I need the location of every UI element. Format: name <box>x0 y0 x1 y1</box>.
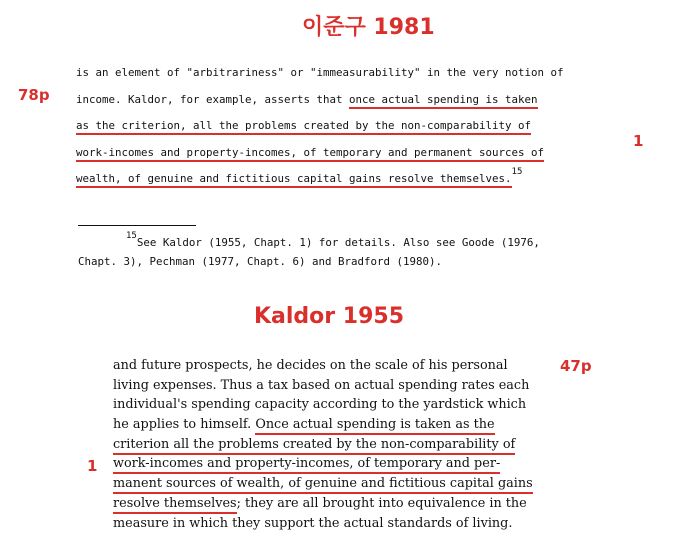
source-title-lee-1981: 이준구 1981 <box>302 15 435 40</box>
underlined-text: work-incomes and property-incomes, of temporary and per- <box>113 456 500 474</box>
book-line <box>113 415 553 435</box>
marker-bottom: 1 <box>87 457 98 475</box>
book-line <box>113 494 553 514</box>
line-text: is an element of "arbitrariness" or "immeasurability" in the very notion of <box>76 66 564 79</box>
excerpt-line <box>76 87 646 114</box>
line-text: income. Kaldor, for example, asserts that <box>76 92 350 106</box>
line-text: ; they are all brought into equivalence in the <box>236 495 527 511</box>
line-text: he applies to himself. <box>113 417 256 433</box>
footnote-divider <box>78 225 196 226</box>
line-text: individual's spending capacity according to the yardstick which <box>113 397 527 413</box>
book-line <box>113 514 553 534</box>
excerpt-line <box>76 166 646 193</box>
underlined-text: as the criterion, all the problems created by the non-comparability of <box>76 119 531 135</box>
underlined-text: criterion all the problems created by the non-comparability of <box>113 437 515 455</box>
kaldor-excerpt <box>113 356 553 533</box>
underlined-text: Once actual spending is taken as the <box>255 417 494 435</box>
footnote-reference: 15 <box>511 167 523 177</box>
line-text: living expenses. Thus a tax based on actual spending rates each <box>113 377 530 393</box>
underlined-text: work-incomes and property-incomes, of temporary and permanent sources of <box>76 146 544 162</box>
footnote-text: See Kaldor (1955, Chapt. 1) for details. Also see Goode (1976, <box>136 236 540 249</box>
line-text: and future prospects, he decides on the scale of his personal <box>113 358 508 373</box>
marker-top: 1 <box>633 132 644 150</box>
footnote-text: Chapt. 3), Pechman (1977, Chapt. 6) and Bradford (1980). <box>78 255 443 268</box>
page-number-bottom: 47p <box>560 357 592 375</box>
book-line <box>113 356 553 376</box>
lee-excerpt <box>76 60 646 193</box>
excerpt-line <box>76 60 646 87</box>
book-line <box>113 376 553 396</box>
excerpt-line <box>76 113 646 140</box>
underlined-text: wealth, of genuine and fictitious capital gains resolve themselves. <box>76 172 512 188</box>
book-line <box>113 435 553 455</box>
page-number-top: 78p <box>18 86 50 104</box>
book-line <box>113 474 553 494</box>
underlined-text: manent sources of wealth, of genuine and fictitious capital gains <box>113 476 533 494</box>
underlined-text: resolve themselves <box>113 496 237 514</box>
excerpt-line <box>76 140 646 167</box>
footnote <box>78 231 638 270</box>
underlined-text: once actual spending is taken <box>349 93 538 109</box>
book-line <box>113 395 553 415</box>
footnote-number: 15 <box>126 231 137 241</box>
line-text: measure in which they support the actual standards of living. <box>113 515 513 531</box>
book-line <box>113 454 553 474</box>
source-title-kaldor-1955: Kaldor 1955 <box>254 304 405 329</box>
